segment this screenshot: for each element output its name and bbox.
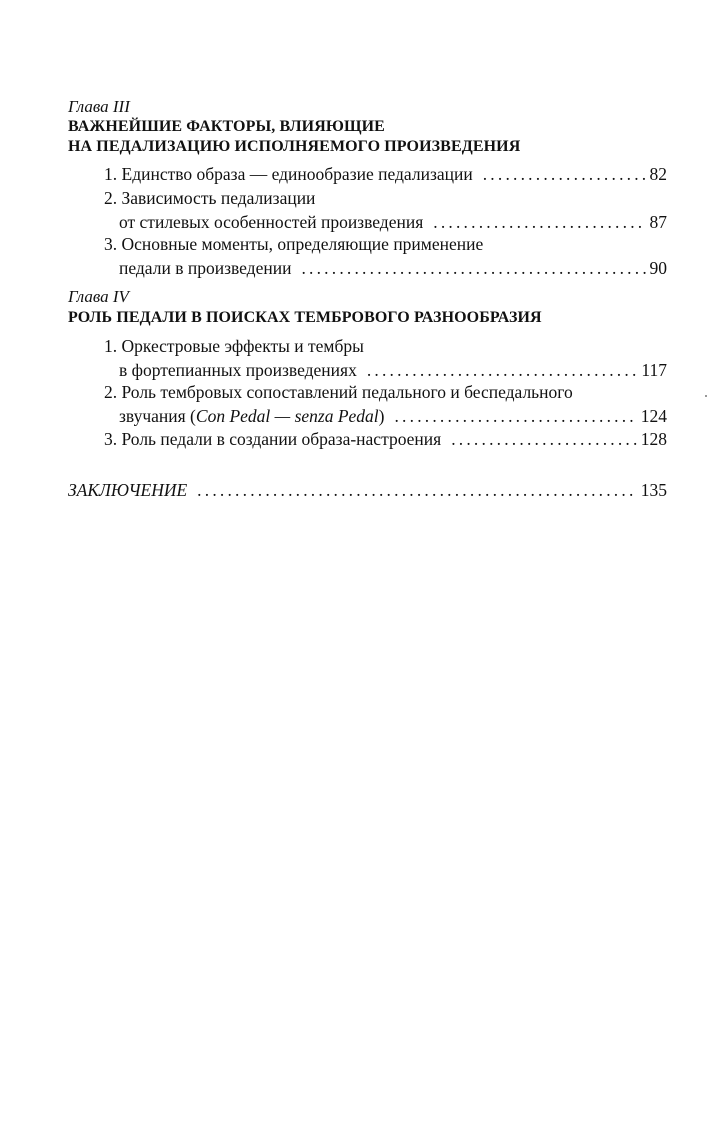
leader-dots — [451, 427, 637, 451]
chapter-3-label: Глава III — [68, 97, 130, 116]
toc-entry-text-continued: в фортепианных произведениях — [119, 360, 357, 380]
page-number: 117 — [641, 360, 667, 380]
toc-entry-text-continued — [119, 404, 384, 428]
page-number: 135 — [640, 480, 667, 500]
leader-dots — [367, 358, 638, 382]
page-number: 124 — [640, 406, 667, 426]
toc-entry-4-1 — [104, 334, 667, 382]
conclusion-label: ЗАКЛЮЧЕНИЕ — [68, 480, 188, 500]
page-number: 90 — [649, 258, 667, 278]
toc-entry-text: 2. Роль тембровых сопоставлений педального и беспедального — [104, 382, 573, 402]
leader-dots — [394, 404, 636, 428]
toc-entry-conclusion — [68, 478, 667, 502]
leader-dots — [197, 478, 637, 502]
toc-entry-text: 3. Основные моменты, определяющие применение — [104, 234, 484, 254]
toc-entry-text-italic: Con Pedal — senza Pedal — [195, 406, 379, 426]
page-number: 82 — [649, 164, 667, 184]
toc-entry-text: 2. Зависимость педализации — [104, 188, 316, 208]
toc-entry-3-2 — [104, 186, 667, 234]
toc-entry-3-3 — [104, 232, 667, 280]
toc-entry-text-prefix: звучания ( — [119, 406, 196, 426]
toc-entry-text-continued: от стилевых особенностей произведения — [119, 212, 424, 232]
chapter-3-title-line-2: НА ПЕДАЛИЗАЦИЮ ИСПОЛНЯЕМОГО ПРОИЗВЕДЕНИЯ — [68, 138, 521, 155]
chapter-3-title — [68, 117, 668, 157]
toc-entry-text: 1. Единство образа — единообразие педализации — [104, 164, 473, 184]
leader-dots — [483, 162, 646, 186]
page-number: 87 — [649, 212, 667, 232]
leader-dots — [301, 256, 645, 280]
scan-speck — [705, 395, 707, 397]
toc-entry-text: 1. Оркестровые эффекты и тембры — [104, 336, 364, 356]
toc-entry-3-1 — [104, 162, 667, 186]
page-number: 128 — [640, 429, 667, 449]
toc-entry-4-2 — [104, 380, 667, 428]
toc-entry-4-3 — [104, 427, 667, 451]
chapter-4-title: РОЛЬ ПЕДАЛИ В ПОИСКАХ ТЕМБРОВОГО РАЗНООБРАЗИЯ — [68, 309, 542, 326]
chapter-3-title-line-1: ВАЖНЕЙШИЕ ФАКТОРЫ, ВЛИЯЮЩИЕ — [68, 118, 385, 135]
toc-entry-text-continued: педали в произведении — [119, 258, 292, 278]
toc-entry-text-suffix: ) — [378, 406, 385, 426]
leader-dots — [433, 210, 645, 234]
toc-entry-text: 3. Роль педали в создании образа-настроения — [104, 429, 442, 449]
chapter-4-label: Глава IV — [68, 287, 129, 306]
